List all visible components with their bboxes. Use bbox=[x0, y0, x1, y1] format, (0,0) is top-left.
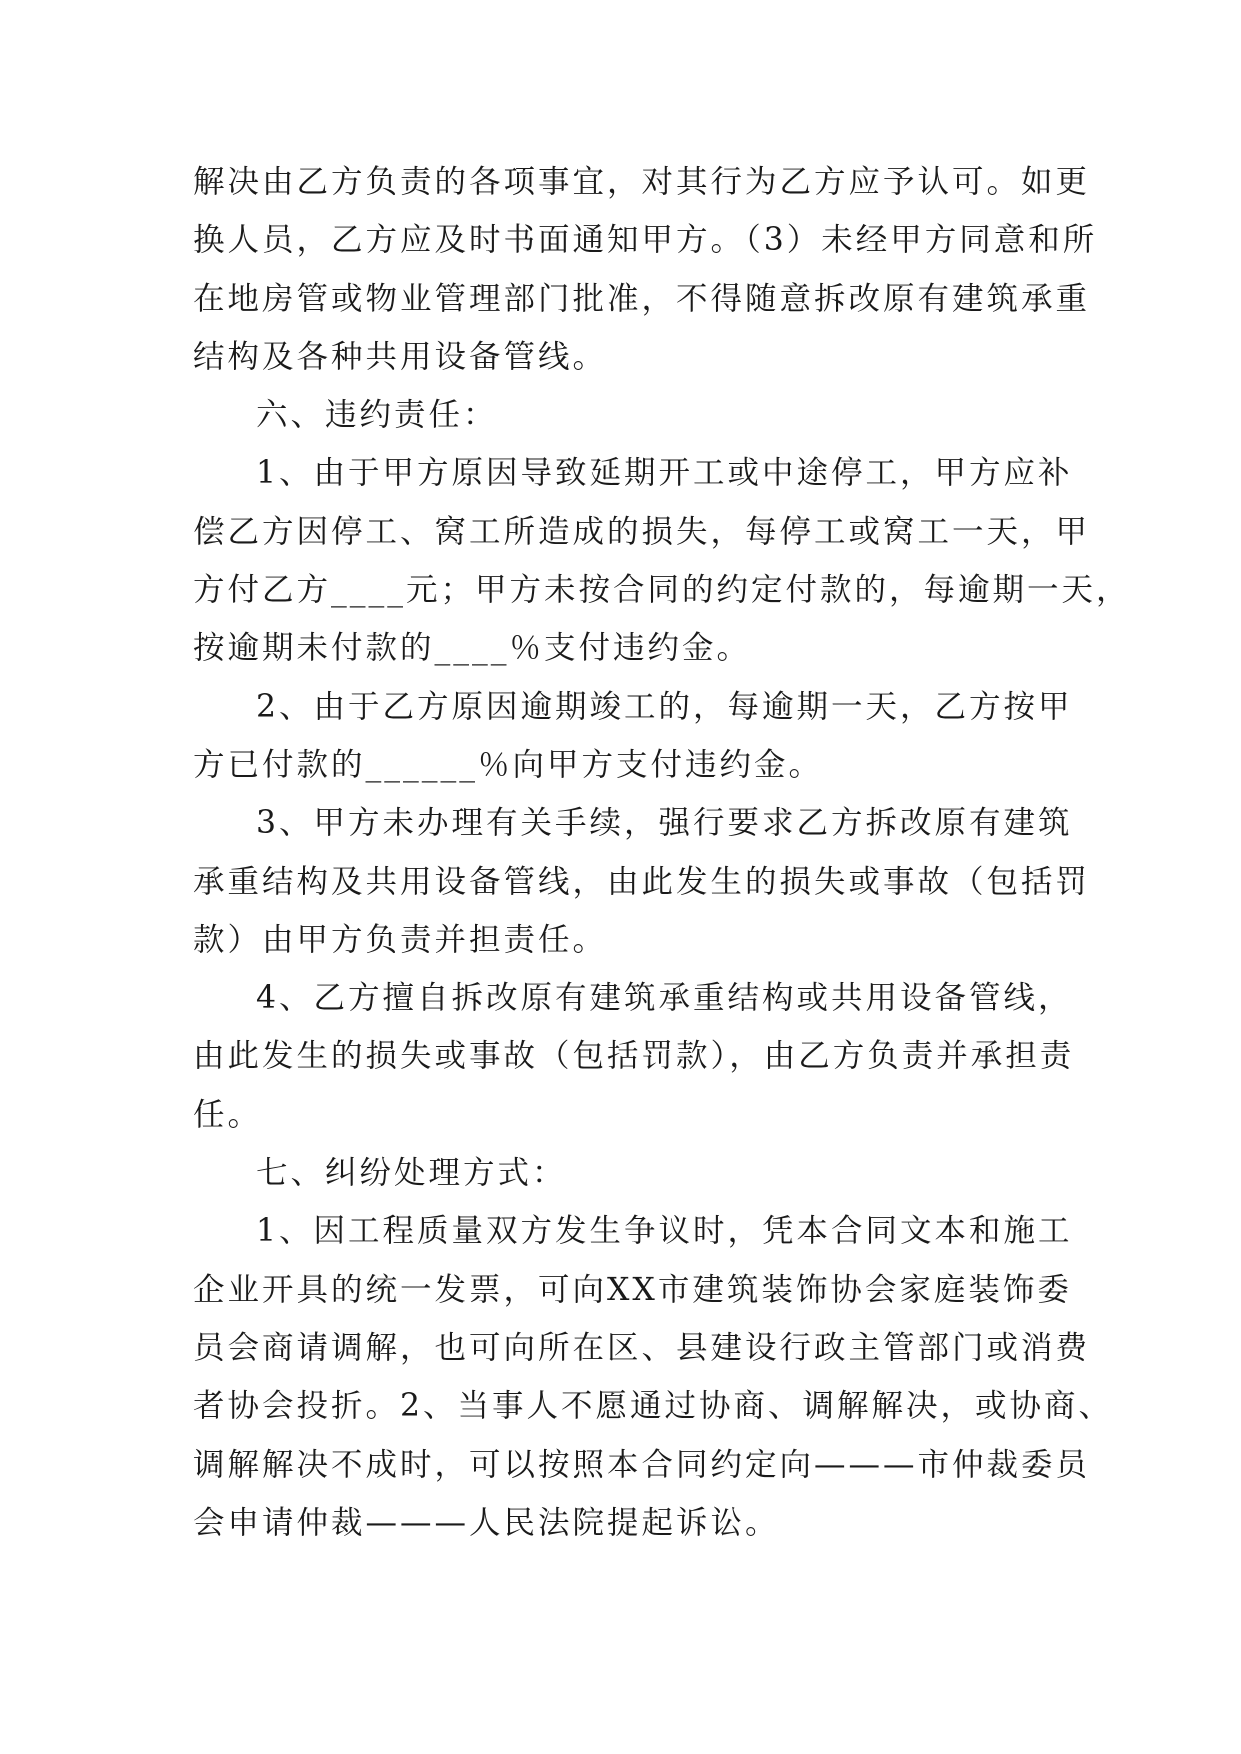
text-line: 企业开具的统一发票，可向XX市建筑装饰协会家庭装饰委 bbox=[193, 1271, 1072, 1308]
text-line: 者协会投折。2、当事人不愿通过协商、调解解决，或协商、 bbox=[193, 1388, 1114, 1425]
text-line: 1、由于甲方原因导致延期开工或中途停工，甲方应补 bbox=[256, 455, 1073, 492]
text-line: 方付乙方____元；甲方未按合同的约定付款的，每逾期一天， bbox=[193, 572, 1131, 609]
text-line: 员会商请调解，也可向所在区、县建设行政主管部门或消费 bbox=[193, 1329, 1091, 1366]
document-body bbox=[193, 153, 1131, 1552]
text-line: 任。 bbox=[193, 1096, 263, 1133]
text-line: 3、甲方未办理有关手续，强行要求乙方拆改原有建筑 bbox=[256, 805, 1073, 842]
text-line: 七、纠纷处理方式： bbox=[256, 1155, 567, 1192]
text-line: 调解解决不成时，可以按照本合同约定向———市仲裁委员 bbox=[193, 1446, 1091, 1483]
text-line: 结构及各种共用设备管线。 bbox=[193, 338, 608, 375]
text-line: 在地房管或物业管理部门批准，不得随意拆改原有建筑承重 bbox=[193, 280, 1091, 317]
text-line: 换人员，乙方应及时书面通知甲方。（3）未经甲方同意和所 bbox=[193, 222, 1098, 259]
text-line: 1、因工程质量双方发生争议时，凭本合同文本和施工 bbox=[256, 1213, 1073, 1250]
text-line: 六、违约责任： bbox=[256, 397, 498, 434]
text-line: 4、乙方擅自拆改原有建筑承重结构或共用设备管线， bbox=[256, 980, 1073, 1017]
text-line: 2、由于乙方原因逾期竣工的，每逾期一天，乙方按甲 bbox=[256, 688, 1073, 725]
text-line: 款）由甲方负责并担责任。 bbox=[193, 921, 608, 958]
text-line: 会申请仲裁———人民法院提起诉讼。 bbox=[193, 1504, 780, 1541]
text-line: 方已付款的______％向甲方支付违约金。 bbox=[193, 746, 824, 783]
text-line: 承重结构及共用设备管线，由此发生的损失或事故（包括罚 bbox=[193, 863, 1091, 900]
text-line: 偿乙方因停工、窝工所造成的损失，每停工或窝工一天，甲 bbox=[193, 513, 1091, 550]
text-line: 按逾期未付款的____％支付违约金。 bbox=[193, 630, 752, 667]
text-line: 由此发生的损失或事故（包括罚款），由乙方负责并承担责 bbox=[193, 1038, 1075, 1075]
text-line: 解决由乙方负责的各项事宜，对其行为乙方应予认可。如更 bbox=[193, 164, 1091, 200]
